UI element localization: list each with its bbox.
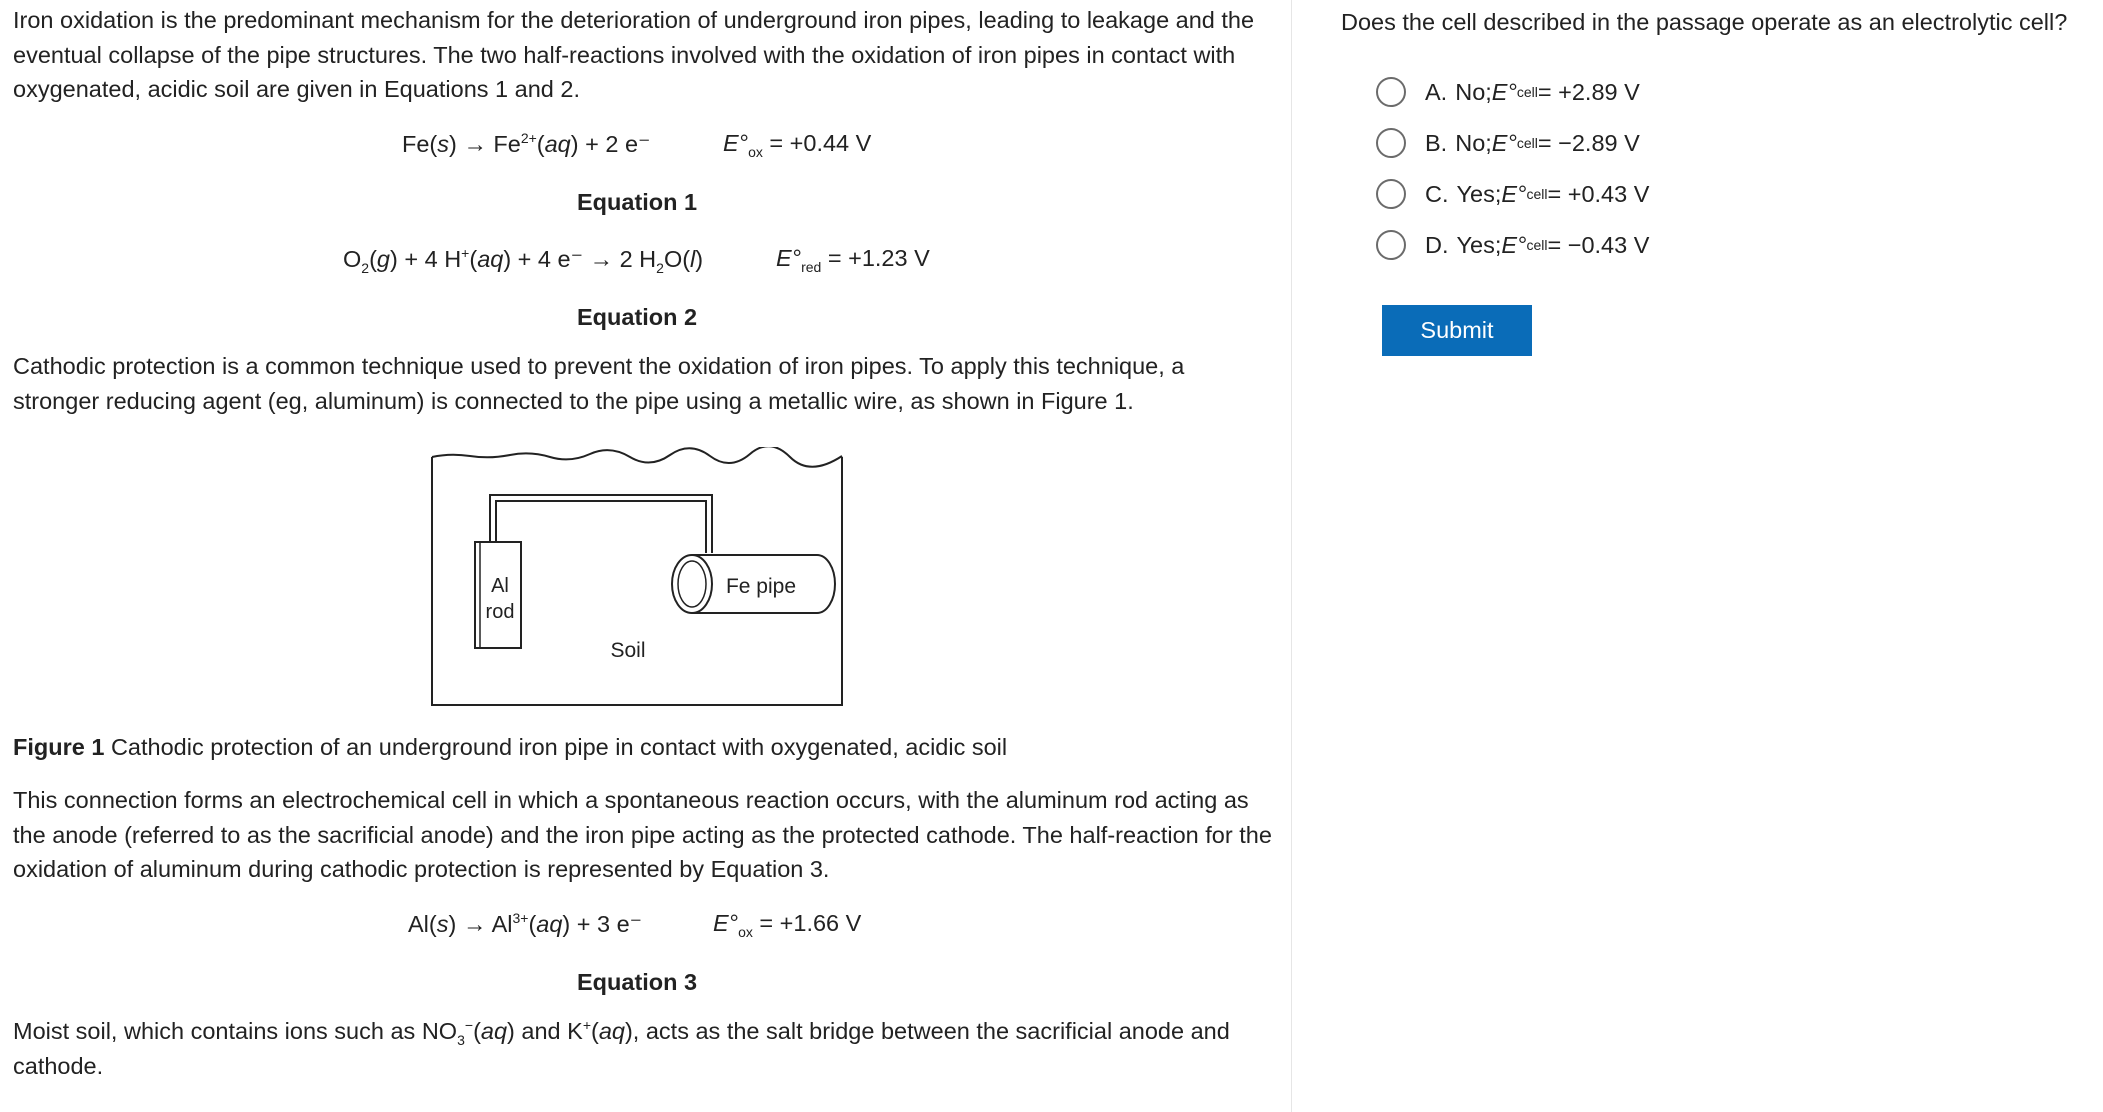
connection-paragraph: This connection forms an electrochemical cell in which a spontaneous reaction occurs, with the aluminum rod acting as the anode (referred to as the sacrificial anode) and the iron pipe acting as the protected cathode. The half-reaction for the oxidation of aluminum during cathodic protection is represented by Equation 3.: [13, 787, 1272, 882]
ground-surface: [432, 447, 842, 467]
metallic-wire-inner: [496, 501, 706, 553]
option-d-radio[interactable]: [1376, 230, 1406, 260]
equation-1-reaction: $Fe(s) \to Fe^{2+}(aq) + 2$ e⁻: [402, 130, 651, 157]
figure-1: [430, 447, 844, 707]
equation-1-potential: $E^\circ_{ox} = +0.44$ V: [723, 130, 872, 160]
intro-paragraph: Iron oxidation is the predominant mechanism for the deterioration of underground iron pipes, leading to leakage and the eventual collapse of the pipe structures. The two half-reactions involved with the oxidation of iron pipes in contact with oxygenated, acidic soil are given in Equations 1 and 2.: [13, 7, 1255, 102]
figure-1-caption: Figure 1 Cathodic protection of an underground iron pipe in contact with oxygenated, acidic soil: [13, 734, 1008, 760]
al-rod-label-1: Al: [491, 575, 509, 597]
option-c[interactable]: C. Yes; E° cell = +0.43 V: [1376, 177, 1649, 211]
equation-2-reaction: $O_2(g) + 4$ H+(aq) + 4 e⁻ → 2 $H_2O(l)$: [343, 245, 704, 276]
soil-label: Soil: [610, 639, 646, 662]
option-d[interactable]: D. Yes; E° cell = −0.43 V: [1376, 228, 1649, 262]
fe-pipe-label: Fe pipe: [725, 575, 797, 598]
equation-2-label: Equation 2: [577, 304, 698, 330]
option-a[interactable]: A. No; E° cell = +2.89 V: [1376, 75, 1640, 109]
figure-1-diagram: [430, 447, 844, 707]
option-c-radio[interactable]: [1376, 179, 1406, 209]
option-b-radio[interactable]: [1376, 128, 1406, 158]
equation-2-potential: $E^\circ_{red} = +1.23$ V: [776, 245, 930, 275]
soil-paragraph: Moist soil, which contains ions such as $NO_3^-(aq)$ and K+(aq), acts as the salt bridge between the sacrificial anode and cathode.: [13, 1017, 1230, 1079]
equation-3-reaction: $Al(s) \to Al^{3+}(aq) + 3$ e⁻: [408, 910, 643, 937]
question-text: Does the cell described in the passage operate as an electrolytic cell?: [1341, 9, 2068, 35]
cathodic-paragraph: Cathodic protection is a common technique used to prevent the oxidation of iron pipes. To apply this technique, a stronger reducing agent (eg, aluminum) is connected to the pipe using a metallic wire, as shown in Figure 1.: [13, 353, 1185, 414]
equation-3-potential: $E^\circ_{ox} = +1.66$ V: [713, 910, 862, 940]
option-b[interactable]: B. No; E° cell = −2.89 V: [1376, 126, 1640, 160]
option-a-radio[interactable]: [1376, 77, 1406, 107]
al-rod-label-2: rod: [485, 601, 515, 623]
submit-button[interactable]: Submit: [1382, 305, 1532, 356]
equation-3-label: Equation 3: [577, 969, 698, 995]
equation-1-label: Equation 1: [577, 189, 698, 215]
metallic-wire: [490, 495, 712, 553]
